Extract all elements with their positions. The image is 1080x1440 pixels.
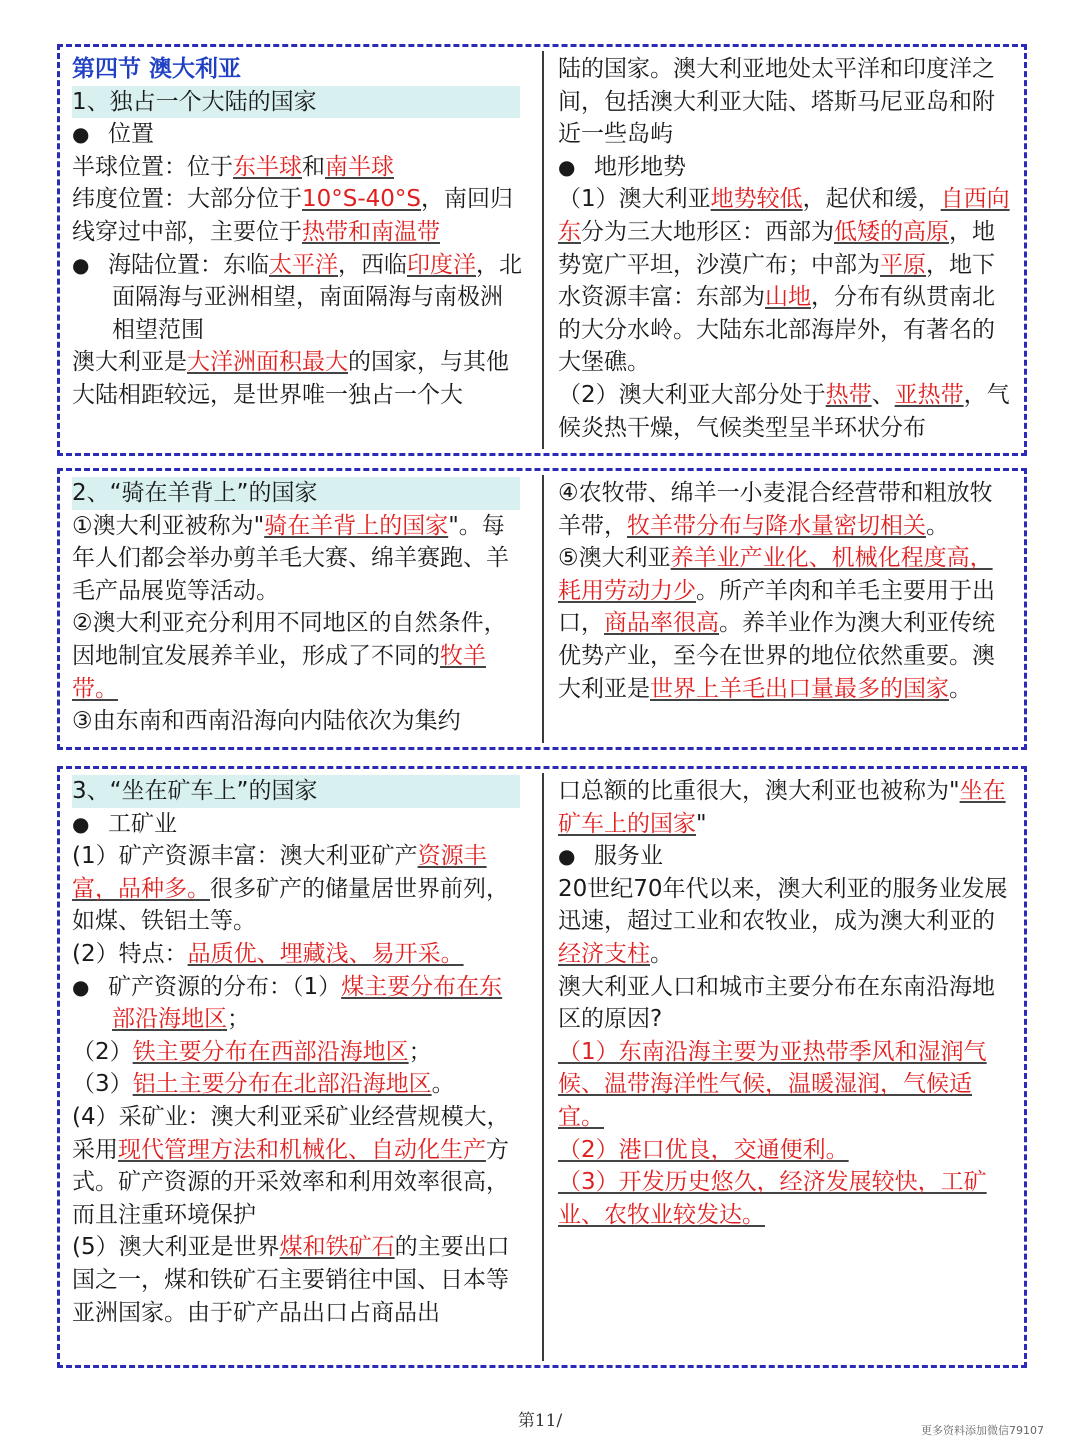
bullet-icon: ●: [72, 974, 90, 999]
paragraph: [558, 873, 1010, 971]
paragraph: [558, 53, 1010, 151]
text-run: 、: [871, 381, 895, 408]
key-term: 现代管理方法和机械化、自动化生产: [118, 1136, 486, 1163]
text-run: ，北面隔海与亚洲相望，南面隔海与南极洲相望范围: [112, 251, 522, 343]
key-term: 低矮的高原: [834, 218, 949, 245]
bullet-icon: ●: [72, 811, 90, 836]
paragraph: [72, 840, 524, 938]
section-2-right-column: [558, 477, 1010, 705]
text-run: ，西临: [338, 251, 407, 278]
text-run: 。养羊业作为澳大利亚传统优势产业，至今在世界的地位依然重要。澳大利亚是: [558, 610, 995, 702]
paragraph: [558, 1166, 1010, 1231]
text-run: 。: [431, 1071, 455, 1098]
key-term: 坐在矿车上的国家: [558, 778, 1006, 837]
text-run: ②澳大利亚充分利用不同地区的自然条件，因地制宜发展养羊业，形成了不同的: [72, 610, 507, 669]
key-term: 东半球: [233, 153, 302, 180]
text-run: ⑤澳大利亚: [558, 545, 671, 572]
paragraph: [558, 775, 1010, 840]
text-run: 陆的国家。澳大利亚地处太平洋和印度洋之间，包括澳大利亚大陆、塔斯马尼亚岛和附近一些岛屿: [558, 56, 995, 148]
text-run: ；: [408, 1038, 432, 1065]
text-run: 澳大利亚人口和城市主要分布在东南沿海地区的原因?: [558, 973, 995, 1033]
key-term: 大洋洲面积最大: [187, 349, 348, 376]
key-term: 商品率很高: [604, 610, 719, 637]
section-3-left-column: [72, 775, 524, 1329]
text-run: 。: [926, 512, 949, 539]
bullet-paragraph: [72, 118, 524, 151]
text-run: 。: [650, 940, 673, 967]
bullet-paragraph: [558, 840, 1010, 873]
text-run: ，分布有纵贯南北的大分水岭。大陆东北部海岸外，有著名的大堡礁。: [558, 284, 995, 376]
text-run: 。: [949, 675, 972, 702]
text-run: 方式。矿产资源的开采效率和利用效率很高，而且注重环境保护: [72, 1136, 509, 1228]
text-run: ，气候炎热干燥，气候类型呈半环状分布: [558, 381, 1010, 441]
key-term: 铁主要分布在西部沿海地区: [132, 1038, 409, 1065]
key-term: 太平洋: [269, 251, 338, 278]
key-term: 煤主要分布在东部沿海地区: [112, 973, 503, 1033]
text-run: ，地下水资源丰富：东部为: [558, 251, 995, 311]
key-term: 自西向东: [558, 186, 1010, 245]
key-term: 10°S-40°S: [302, 186, 422, 213]
text-run: ，地势宽广平坦，沙漠广布；中部为: [558, 218, 995, 278]
section-2-box: [57, 468, 1027, 750]
section-title: [72, 53, 524, 86]
watermark-text: 更多资料添加微信79107: [921, 1424, 1044, 1437]
text-run: 纬度位置：大部分位于: [72, 186, 302, 213]
text-run: 20世纪70年代以来，澳大利亚的服务业发展迅速，超过工业和农牧业，成为澳大利亚的: [558, 875, 1008, 935]
section-3-box: [57, 766, 1027, 1368]
paragraph: [558, 1036, 1010, 1134]
text-run: 和: [302, 153, 325, 180]
key-term: 品质优、埋藏浅、易开采。: [187, 940, 464, 967]
text-run: 矿产资源的分布：（1）: [108, 973, 342, 1000]
text-run: (2）特点：: [72, 940, 188, 967]
key-term: 骑在羊背上的国家: [264, 512, 449, 539]
text-run: (1）矿产资源丰富：澳大利亚矿产: [72, 843, 418, 870]
text-run: 。所产羊肉和羊毛主要用于出口，: [558, 577, 995, 637]
section-heading: [72, 86, 520, 119]
paragraph: [558, 971, 1010, 1036]
text-run: 海陆位置：东临: [108, 251, 269, 278]
bullet-paragraph: [558, 151, 1010, 184]
bullet-paragraph: [72, 249, 524, 347]
bullet-icon: ●: [72, 252, 90, 277]
text-run: 1、独占一个大陆的国家: [72, 88, 317, 115]
text-run: ，起伏和缓，: [802, 186, 941, 213]
paragraph: [558, 477, 1010, 542]
key-term: （1）东南沿海主要为亚热带季风和湿润气候、温带海洋性气候，温暖湿润，气候适宜。: [558, 1038, 987, 1130]
paragraph: [558, 379, 1010, 444]
text-run: 半球位置：位于: [72, 153, 233, 180]
section-3-right-column: [558, 775, 1010, 1231]
paragraph: [72, 183, 524, 248]
paragraph: [72, 151, 524, 184]
section-1-left-column: [72, 53, 524, 412]
text-run: (5）澳大利亚是世界: [72, 1234, 280, 1261]
key-term: 牧羊带分布与降水量密切相关: [627, 512, 926, 539]
section-heading: [72, 477, 520, 510]
text-run: 地形地势: [594, 153, 686, 180]
key-term: 热带和南温带: [302, 218, 440, 245]
text-run: 的主要出口国之一，煤和铁矿石主要销往中国、日本等亚洲国家。由于矿产品出口占商品出: [72, 1234, 510, 1326]
key-term: 亚热带: [894, 381, 964, 408]
key-term: 养羊业产业化、机械化程度高，耗用劳动力少: [558, 545, 993, 604]
key-term: 平原: [880, 251, 926, 278]
text-run: ；: [227, 1006, 250, 1033]
text-run: ④农牧带、绵羊一小麦混合经营带和粗放牧羊带，: [558, 480, 993, 539]
key-term: （2）港口优良，交通便利。: [558, 1136, 849, 1163]
text-run: ①澳大利亚被称为": [72, 512, 265, 539]
text-run: 工矿业: [108, 810, 177, 837]
paragraph: [72, 1036, 524, 1069]
text-run: （2）: [72, 1038, 133, 1065]
column-divider: [542, 773, 544, 1361]
bullet-paragraph: [72, 808, 524, 841]
paragraph: [72, 705, 524, 738]
key-term: 南半球: [325, 153, 394, 180]
key-term: 印度洋: [407, 251, 476, 278]
bullet-icon: ●: [72, 122, 90, 147]
section-1-box: [57, 44, 1027, 456]
text-run: （2）澳大利亚大部分处于: [558, 381, 826, 408]
key-term: 热带: [825, 381, 872, 408]
column-divider: [542, 51, 544, 449]
text-run: (4）采矿业：澳大利亚采矿业经营规模大，采用: [72, 1103, 510, 1163]
paragraph: [72, 938, 524, 971]
text-run: 第四节 澳大利亚: [72, 56, 242, 82]
paragraph: [72, 1101, 524, 1231]
paragraph: [72, 346, 524, 411]
bullet-icon: ●: [558, 154, 576, 179]
key-term: 资源丰富，品种多。: [72, 843, 487, 902]
column-divider: [542, 475, 544, 743]
text-run: ，南回归线穿过中部，主要位于: [72, 186, 514, 245]
text-run: 2、“骑在羊背上”的国家: [72, 480, 318, 506]
key-term: （3）开发历史悠久，经济发展较快，工矿业、农牧业较发达。: [558, 1169, 987, 1228]
paragraph: [72, 607, 524, 705]
key-term: 地势较低: [710, 186, 803, 213]
text-run: 服务业: [594, 843, 663, 870]
paragraph: [72, 1231, 524, 1329]
text-run: 3、“坐在矿车上”的国家: [72, 778, 318, 804]
text-run: ③由东南和西南沿海向内陆依次为集约: [72, 708, 461, 735]
text-run: ": [696, 810, 707, 837]
key-term: 经济支柱: [558, 940, 650, 967]
paragraph: [72, 510, 524, 608]
section-2-left-column: [72, 477, 524, 738]
section-heading: [72, 775, 520, 808]
text-run: （1）澳大利亚: [558, 186, 711, 213]
key-term: 世界上羊毛出口量最多的国家: [650, 675, 949, 702]
text-run: 澳大利亚是: [72, 349, 187, 376]
key-term: 煤和铁矿石: [279, 1234, 395, 1261]
paragraph: [558, 1134, 1010, 1167]
paragraph: [72, 1068, 524, 1101]
text-run: "。每年人们都会举办剪羊毛大赛、绵羊赛跑、羊毛产品展览等活动。: [72, 512, 509, 604]
text-run: 分为三大地形区：西部为: [581, 218, 834, 245]
key-term: 牧羊带。: [72, 642, 486, 702]
bullet-icon: ●: [558, 844, 576, 869]
text-run: 很多矿产的储量居世界前列，如煤、铁铝土等。: [72, 875, 509, 935]
key-term: 山地: [765, 284, 811, 311]
bullet-paragraph: [72, 971, 524, 1036]
text-run: 位置: [108, 121, 154, 148]
text-run: （3）: [72, 1071, 133, 1098]
text-run: 口总额的比重很大，澳大利亚也被称为": [558, 778, 960, 804]
key-term: 铝土主要分布在北部沿海地区: [132, 1071, 432, 1098]
section-1-right-column: [558, 53, 1010, 444]
paragraph: [558, 183, 1010, 379]
paragraph: [558, 542, 1010, 705]
text-run: 的国家，与其他大陆相距较远，是世界唯一独占一个大: [72, 349, 509, 408]
page-number: 第11/: [517, 1411, 563, 1431]
